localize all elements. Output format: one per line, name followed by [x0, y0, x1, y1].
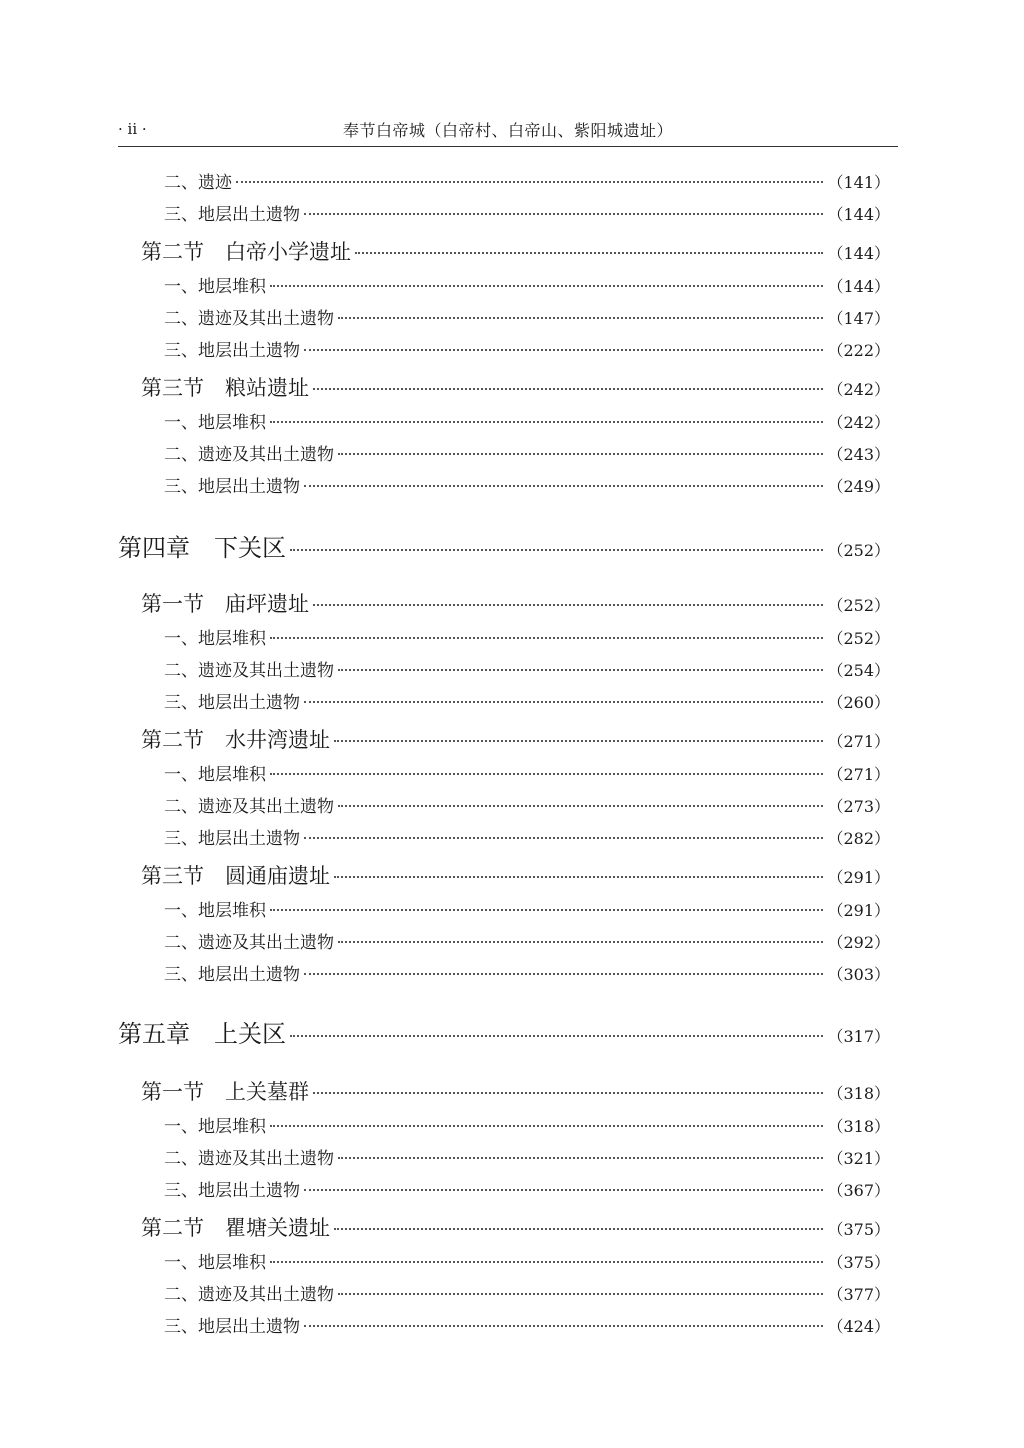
dot-leader — [270, 1125, 823, 1127]
dot-leader — [270, 909, 823, 911]
dot-leader — [334, 876, 823, 878]
toc-entry-title: 三、地层出土遗物 — [164, 477, 300, 497]
toc-entry[interactable] — [164, 624, 890, 649]
toc-entry[interactable] — [164, 792, 890, 817]
toc-entry-page: （282） — [827, 829, 890, 848]
toc-entry-title: 三、地层出土遗物 — [164, 205, 300, 225]
dot-leader — [304, 485, 823, 487]
toc-entry-page: （141） — [827, 173, 890, 192]
toc-entry-title: 第二节 瞿塘关遗址 — [141, 1216, 330, 1240]
running-header — [118, 116, 898, 147]
toc-entry-page: （144） — [827, 244, 890, 263]
toc-entry-title: 二、遗迹及其出土遗物 — [164, 797, 334, 817]
toc-entry[interactable] — [164, 272, 890, 297]
dot-leader — [304, 213, 823, 215]
toc-entry-title: 第五章 上关区 — [118, 1020, 286, 1048]
toc-entry-page: （252） — [827, 629, 890, 648]
dot-leader — [313, 1092, 823, 1094]
toc-entry[interactable] — [164, 1248, 890, 1273]
toc-entry[interactable] — [164, 1176, 890, 1201]
toc-entry-page: （243） — [827, 445, 890, 464]
dot-leader — [304, 973, 823, 975]
page-number: · ii · — [118, 120, 147, 138]
toc-entry-page: （317） — [827, 1027, 890, 1046]
dot-leader — [313, 388, 823, 390]
toc-entry-title: 二、遗迹及其出土遗物 — [164, 1285, 334, 1305]
toc-entry-title: 第一节 庙坪遗址 — [141, 592, 309, 616]
dot-leader — [338, 805, 823, 807]
toc-entry-title: 第二节 水井湾遗址 — [141, 728, 330, 752]
toc-entry-title: 一、地层堆积 — [164, 629, 266, 649]
toc-entry-title: 一、地层堆积 — [164, 277, 266, 297]
toc-entry[interactable] — [164, 336, 890, 361]
dot-leader — [334, 740, 823, 742]
dot-leader — [355, 252, 823, 254]
toc-entry-page: （242） — [827, 413, 890, 432]
toc-entry-title: 第三节 粮站遗址 — [141, 376, 309, 400]
dot-leader — [270, 421, 823, 423]
toc-entry-title: 三、地层出土遗物 — [164, 1181, 300, 1201]
dot-leader — [304, 349, 823, 351]
toc-entry[interactable] — [164, 168, 890, 193]
toc-entry-page: （424） — [827, 1317, 890, 1336]
toc-entry-title: 一、地层堆积 — [164, 901, 266, 921]
toc-entry[interactable] — [164, 896, 890, 921]
dot-leader — [338, 1157, 823, 1159]
toc-entry-title: 第二节 白帝小学遗址 — [141, 240, 351, 264]
toc-entry[interactable] — [164, 440, 890, 465]
toc-entry-page: （375） — [827, 1253, 890, 1272]
dot-leader — [304, 837, 823, 839]
toc-entry[interactable] — [164, 472, 890, 497]
dot-leader — [304, 701, 823, 703]
toc-entry[interactable] — [141, 588, 890, 618]
toc-entry-title: 二、遗迹及其出土遗物 — [164, 661, 334, 681]
toc-entry[interactable] — [141, 1076, 890, 1106]
toc-entry-page: （242） — [827, 380, 890, 399]
toc-entry-page: （318） — [827, 1117, 890, 1136]
toc-entry-page: （271） — [827, 732, 890, 751]
toc-entry-page: （252） — [827, 541, 890, 560]
dot-leader — [236, 181, 823, 183]
dot-leader — [338, 941, 823, 943]
toc-entry[interactable] — [164, 1312, 890, 1337]
toc-entry[interactable] — [141, 860, 890, 890]
toc-entry[interactable] — [164, 928, 890, 953]
dot-leader — [270, 637, 823, 639]
toc-entry-page: （252） — [827, 596, 890, 615]
toc-entry-page: （377） — [827, 1285, 890, 1304]
toc-entry-page: （321） — [827, 1149, 890, 1168]
toc-entry[interactable] — [164, 1280, 890, 1305]
toc-entry-page: （254） — [827, 661, 890, 680]
toc-entry[interactable] — [164, 960, 890, 985]
toc-entry-title: 二、遗迹及其出土遗物 — [164, 445, 334, 465]
dot-leader — [270, 1261, 823, 1263]
toc-entry-title: 二、遗迹及其出土遗物 — [164, 309, 334, 329]
dot-leader — [290, 1035, 823, 1037]
toc-entry-title: 一、地层堆积 — [164, 765, 266, 785]
toc-entry[interactable] — [164, 1112, 890, 1137]
dot-leader — [270, 285, 823, 287]
dot-leader — [334, 1228, 823, 1230]
toc-entry-title: 三、地层出土遗物 — [164, 965, 300, 985]
toc-entry-page: （147） — [827, 309, 890, 328]
toc-entry[interactable] — [118, 528, 890, 563]
toc-entry[interactable] — [164, 200, 890, 225]
toc-entry[interactable] — [141, 236, 890, 266]
dot-leader — [304, 1189, 823, 1191]
dot-leader — [338, 453, 823, 455]
toc-entry-title: 第一节 上关墓群 — [141, 1080, 309, 1104]
toc-entry-page: （249） — [827, 477, 890, 496]
dot-leader — [304, 1325, 823, 1327]
toc-entry-page: （375） — [827, 1220, 890, 1239]
toc-entry-title: 一、地层堆积 — [164, 413, 266, 433]
toc-entry-title: 一、地层堆积 — [164, 1117, 266, 1137]
toc-entry-title: 第四章 下关区 — [118, 534, 286, 562]
dot-leader — [290, 549, 823, 551]
toc-entry[interactable] — [164, 760, 890, 785]
toc-entry-title: 二、遗迹及其出土遗物 — [164, 933, 334, 953]
toc-entry-title: 二、遗迹及其出土遗物 — [164, 1149, 334, 1169]
toc-entry-title: 一、地层堆积 — [164, 1253, 266, 1273]
dot-leader — [313, 604, 823, 606]
dot-leader — [338, 669, 823, 671]
toc-entry[interactable] — [118, 1014, 890, 1049]
running-title: 奉节白帝城（白帝村、白帝山、紫阳城遗址） — [342, 121, 673, 140]
toc-entry-page: （260） — [827, 693, 890, 712]
toc-entry-page: （144） — [827, 205, 890, 224]
toc-entry-page: （303） — [827, 965, 890, 984]
toc-entry-title: 第三节 圆通庙遗址 — [141, 864, 330, 888]
toc-entry[interactable] — [164, 408, 890, 433]
toc-entry-page: （291） — [827, 901, 890, 920]
toc-entry-page: （222） — [827, 341, 890, 360]
toc-entry-title: 二、遗迹 — [164, 173, 232, 193]
toc-entry[interactable] — [164, 824, 890, 849]
toc-entry-title: 三、地层出土遗物 — [164, 829, 300, 849]
toc-entry-page: （144） — [827, 277, 890, 296]
toc-entry-page: （273） — [827, 797, 890, 816]
toc-entry[interactable] — [141, 1212, 890, 1242]
toc-entry-title: 三、地层出土遗物 — [164, 693, 300, 713]
toc-entry[interactable] — [141, 724, 890, 754]
toc-entry[interactable] — [164, 1144, 890, 1169]
toc-entry-page: （318） — [827, 1084, 890, 1103]
dot-leader — [270, 773, 823, 775]
toc-entry-page: （367） — [827, 1181, 890, 1200]
toc-entry[interactable] — [164, 688, 890, 713]
toc-entry[interactable] — [141, 372, 890, 402]
toc-entry-title: 三、地层出土遗物 — [164, 341, 300, 361]
toc-entry-title: 三、地层出土遗物 — [164, 1317, 300, 1337]
toc-entry[interactable] — [164, 656, 890, 681]
toc-entry-page: （271） — [827, 765, 890, 784]
dot-leader — [338, 1293, 823, 1295]
dot-leader — [338, 317, 823, 319]
toc-entry[interactable] — [164, 304, 890, 329]
toc-entry-page: （292） — [827, 933, 890, 952]
toc-entry-page: （291） — [827, 868, 890, 887]
